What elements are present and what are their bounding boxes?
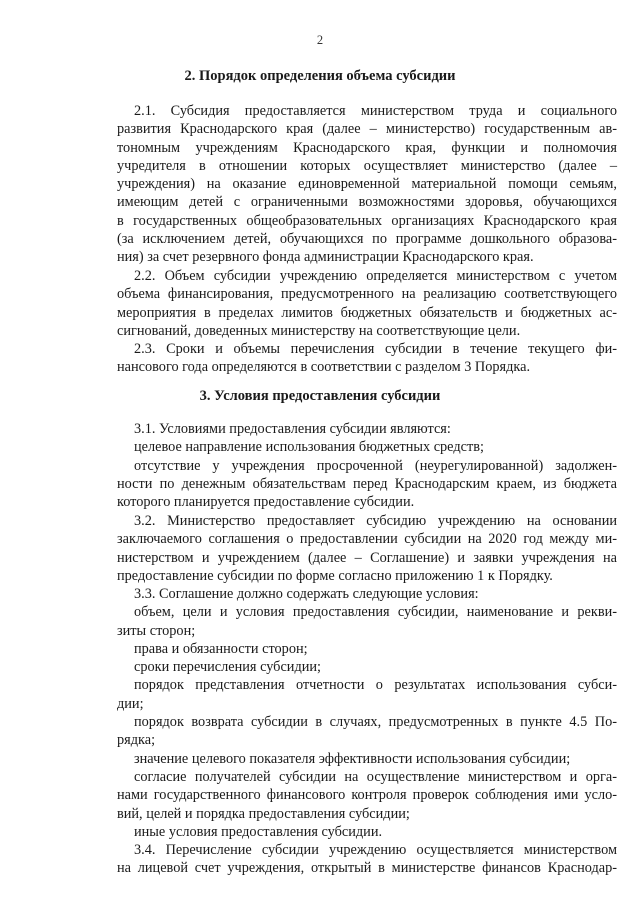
text-line: согласие получателей субсидии на осуществление министерством и орга- [134, 768, 617, 785]
paragraph-2-1 [117, 102, 617, 267]
text-line: сроки перечисления субсидии; [134, 659, 322, 676]
text-line: которого планируется предоставление субсидии. [117, 494, 415, 511]
text-line: значение целевого показателя эффективности использования субсидии; [134, 750, 571, 767]
text-line: учредителя в отношении которых осуществляет министерство (далее – [117, 157, 617, 174]
text-line: дии; [117, 695, 144, 712]
text-line: нами государственного финансового контроля проверок соблюдения ими усло- [117, 787, 617, 804]
paragraph-3-4 [117, 841, 617, 878]
text-line: на лицевой счет учреждения, открытый в министерстве финансов Краснодар- [117, 860, 617, 877]
text-line: имеющим детей с ограниченными возможностями здоровья, обучающихся [117, 194, 617, 211]
text-line: порядок возврата субсидии в случаях, предусмотренных в пункте 4.5 По- [134, 714, 617, 731]
text-line: вий, целей и порядка предоставления субсидии; [117, 805, 410, 822]
paragraph-3-3 [117, 585, 617, 841]
text-line: целевое направление использования бюджетных средств; [134, 439, 484, 456]
paragraph-3-2 [117, 512, 617, 585]
text-line: 3.2. Министерство предоставляет субсидию учреждению на основании [134, 513, 617, 529]
text-line: объема финансирования, предусмотренного на реализацию соответствующего [117, 286, 617, 303]
text-line: отсутствие у учреждения просроченной (неурегулированной) задолжен- [134, 457, 617, 474]
text-line: порядок представления отчетности о результатах использования субси- [134, 677, 617, 694]
text-line: 3.3. Соглашение должно содержать следующие условия: [134, 586, 479, 602]
text-line: объем, цели и условия предоставления субсидии, наименование и рекви- [134, 604, 617, 621]
paragraph-3-1 [117, 420, 617, 511]
section-2-heading: 2. Порядок определения объема субсидии [184, 68, 456, 84]
text-line: тономным учреждениям Краснодарского края, функции и полномочия [117, 139, 617, 156]
text-line: предоставление субсидии по форме согласно приложению 1 к Порядку. [117, 567, 553, 584]
text-line: сигнований, доведенных министерству на соответствующие цели. [117, 322, 521, 339]
paragraph-2-3 [117, 340, 617, 377]
text-line: иные условия предоставления субсидии. [134, 823, 383, 840]
text-line: заключаемого соглашения о предоставлении субсидии на 2020 год между ми- [117, 531, 617, 548]
text-line: нистерством и учреждением (далее – Соглашение) и заявки учреждения на [117, 549, 617, 566]
text-line: 3.1. Условиями предоставления субсидии являются: [134, 421, 451, 437]
text-line: ния) за счет резервного фонда администрации Краснодарского края. [117, 249, 534, 266]
text-line: ности по денежным обязательствам перед Краснодарским краем, из бюджета [117, 475, 617, 492]
text-line: учреждения) на оказание единовременной материальной помощи семьям, [117, 176, 617, 193]
text-line: 3.4. Перечисление субсидии учреждению осуществляется министерством [134, 842, 617, 858]
paragraph-2-2 [117, 267, 617, 340]
text-line: развития Краснодарского края (далее – министерство) государственным ав- [117, 121, 617, 138]
text-line: права и обязанности сторон; [134, 640, 308, 657]
section-3-heading: 3. Условия предоставления субсидии [199, 388, 441, 404]
text-line: рядка; [117, 732, 156, 749]
text-line: нансового года определяются в соответствии с разделом 3 Порядка. [117, 359, 531, 376]
text-line: (за исключением детей, обучающихся по программе дошкольного образова- [117, 231, 617, 248]
text-line: 2.1. Субсидия предоставляется министерством труда и социального [134, 103, 617, 119]
text-line: в государственных общеобразовательных организациях Краснодарского края [117, 212, 617, 229]
text-line: 2.2. Объем субсидии учреждению определяется министерством с учетом [134, 268, 617, 284]
text-line: зиты сторон; [117, 622, 196, 639]
page-number: 2 [316, 33, 324, 47]
text-line: 2.3. Сроки и объемы перечисления субсидии в течение текущего фи- [134, 341, 617, 357]
text-line: мероприятия в пределах лимитов бюджетных обязательств и бюджетных ас- [117, 304, 617, 321]
